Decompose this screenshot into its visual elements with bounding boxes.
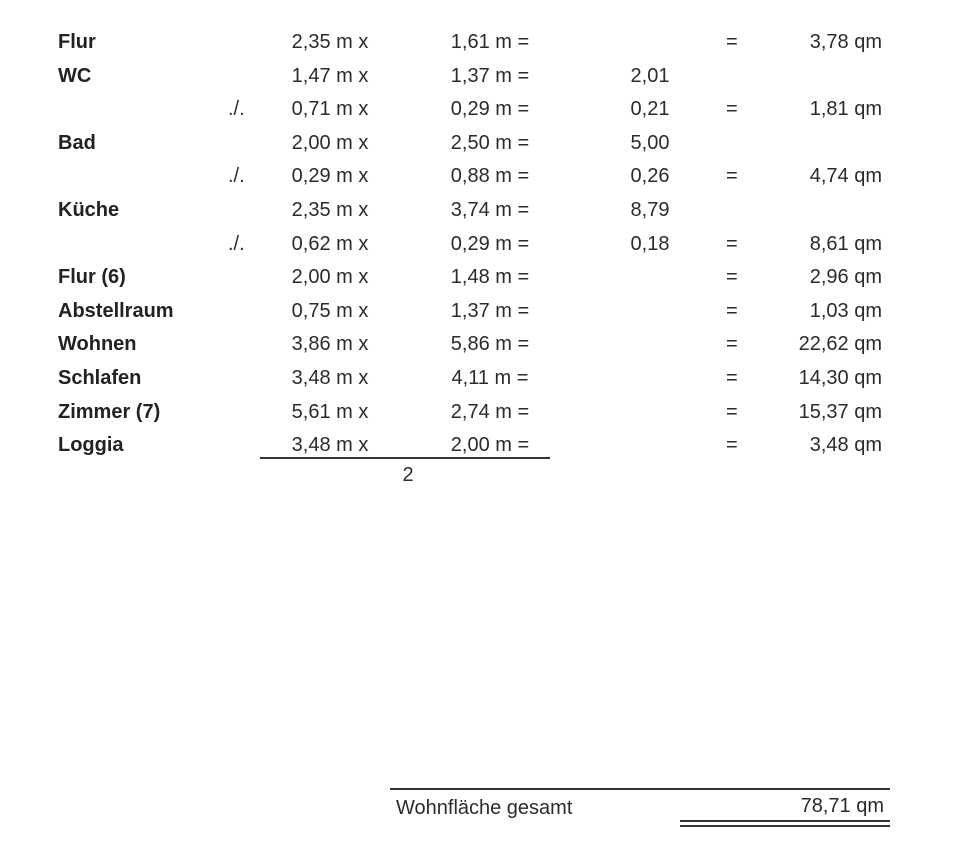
room-name: Bad <box>58 131 96 154</box>
table-row <box>0 94 960 124</box>
length-value: 0,71 m x <box>291 98 369 121</box>
width-value: 2,50 m = <box>450 131 530 154</box>
area-result: 4,74 qm <box>809 165 882 188</box>
deduction-mark: ./. <box>228 165 245 188</box>
width-value: 1,61 m = <box>450 31 530 53</box>
length-value: 2,35 m x <box>291 31 369 53</box>
length-value: 1,47 m x <box>291 64 369 87</box>
equals-sign: = <box>726 367 738 389</box>
area-result: 2,96 qm <box>809 266 882 289</box>
width-value: 2,00 m = <box>450 434 530 457</box>
equals-sign: = <box>726 98 738 121</box>
length-value: 3,48 m x <box>291 434 369 457</box>
table-underline <box>260 457 550 459</box>
table-row <box>0 229 960 259</box>
room-name: Wohnen <box>58 333 137 356</box>
length-value: 2,35 m x <box>291 199 369 221</box>
subtotal-value: 8,79 <box>630 199 670 221</box>
equals-sign: = <box>726 266 738 289</box>
equals-sign: = <box>726 400 738 423</box>
area-result: 1,03 qm <box>809 299 882 322</box>
room-name: Flur <box>58 31 96 53</box>
room-name: Küche <box>58 199 120 221</box>
table-row <box>0 430 960 460</box>
subtotal-value: 0,26 <box>630 165 670 188</box>
width-value: 1,48 m = <box>450 266 530 289</box>
subtotal-value: 2,01 <box>630 64 670 87</box>
width-value: 0,29 m = <box>450 98 530 121</box>
table-row <box>0 329 960 359</box>
area-result: 15,37 qm <box>798 400 882 423</box>
area-result: 22,62 qm <box>798 333 882 356</box>
length-value: 2,00 m x <box>291 266 369 289</box>
width-value: 2,74 m = <box>450 400 530 423</box>
table-row <box>0 363 960 393</box>
table-row <box>0 195 960 225</box>
length-value: 0,62 m x <box>291 232 369 255</box>
table-row <box>0 128 960 158</box>
deduction-mark: ./. <box>228 98 245 121</box>
total-top-line <box>390 788 890 790</box>
table-row <box>0 161 960 191</box>
length-value: 5,61 m x <box>291 400 369 423</box>
table-row <box>0 27 960 57</box>
length-value: 0,29 m x <box>291 165 369 188</box>
width-value: 3,74 m = <box>450 199 530 221</box>
length-value: 3,86 m x <box>291 333 369 356</box>
subtotal-value: 0,21 <box>630 98 670 121</box>
total-value: 78,71 qm <box>800 795 884 817</box>
width-value: 1,37 m = <box>450 299 530 322</box>
width-value: 4,11 m = <box>451 367 529 389</box>
room-name: Abstellraum <box>58 299 174 322</box>
table-row <box>0 296 960 326</box>
table-row <box>0 61 960 91</box>
total-double-underline-1 <box>680 820 890 822</box>
area-result: 14,30 qm <box>798 367 882 389</box>
width-value: 0,29 m = <box>450 232 530 255</box>
area-result: 3,48 qm <box>809 434 882 457</box>
table-row <box>0 262 960 292</box>
length-value: 0,75 m x <box>291 299 369 322</box>
subtotal-value: 0,18 <box>630 232 670 255</box>
room-name: Zimmer (7) <box>58 400 161 423</box>
deduction-mark: ./. <box>228 232 245 255</box>
page-number: 2 <box>402 464 414 486</box>
area-result: 1,81 qm <box>809 98 882 121</box>
table-row <box>0 397 960 427</box>
equals-sign: = <box>726 434 738 457</box>
total-label: Wohnfläche gesamt <box>396 797 573 819</box>
width-value: 1,37 m = <box>450 64 530 87</box>
room-name: Schlafen <box>58 367 142 389</box>
equals-sign: = <box>726 232 738 255</box>
equals-sign: = <box>726 333 738 356</box>
area-result: 3,78 qm <box>809 31 882 53</box>
room-name: Flur (6) <box>58 266 126 289</box>
width-value: 5,86 m = <box>450 333 530 356</box>
room-name: WC <box>58 64 92 87</box>
total-double-underline-2 <box>680 825 890 827</box>
equals-sign: = <box>726 165 738 188</box>
length-value: 3,48 m x <box>291 367 369 389</box>
width-value: 0,88 m = <box>450 165 530 188</box>
equals-sign: = <box>726 299 738 322</box>
length-value: 2,00 m x <box>291 131 369 154</box>
equals-sign: = <box>726 31 738 53</box>
room-name: Loggia <box>58 434 124 457</box>
subtotal-value: 5,00 <box>630 131 670 154</box>
area-result: 8,61 qm <box>809 232 882 255</box>
